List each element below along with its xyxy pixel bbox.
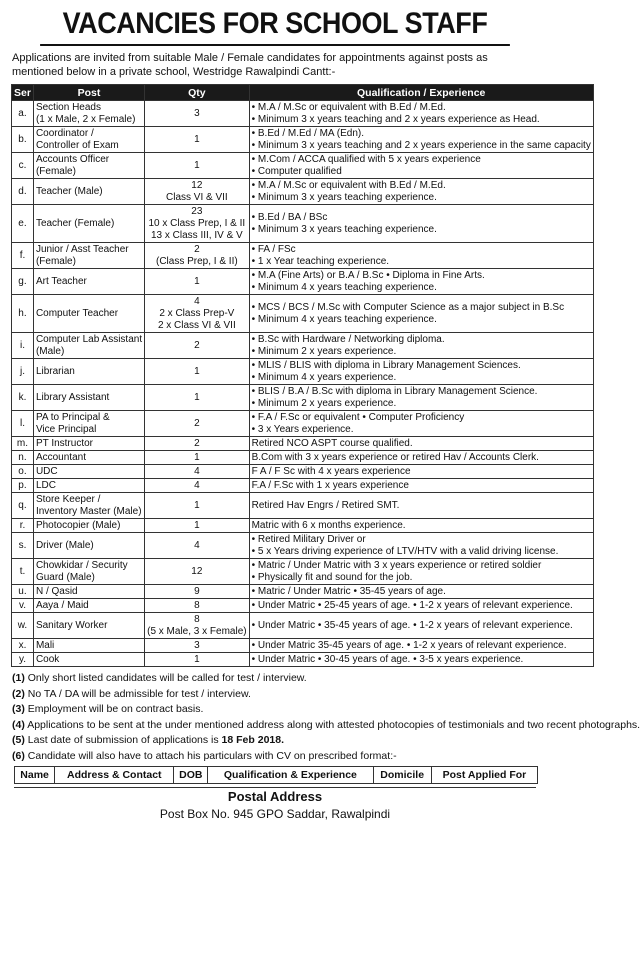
row-post	[33, 613, 144, 639]
table-row	[12, 613, 594, 639]
table-row	[12, 599, 594, 613]
qualification-line: F.A / F.Sc with 1 x years experience	[251, 479, 409, 491]
qty-line: 2	[194, 339, 200, 351]
intro-paragraph: Applications are invited from suitable Male / Female candidates for appointments against posts as mentioned below in a private school, Westridge Rawalpindi Cantt:-	[12, 52, 488, 78]
qualification-line: • Matric / Under Matric with 3 x years experience or retired soldier	[251, 559, 542, 571]
post-line: Art Teacher	[35, 275, 87, 287]
qualification-line: • MLIS / BLIS with diploma in Library Management Sciences.	[251, 359, 521, 371]
row-ser: s.	[12, 533, 34, 559]
row-post	[33, 465, 144, 479]
qty-line: 1	[194, 133, 200, 145]
row-qty	[145, 101, 249, 127]
row-qty	[145, 385, 249, 411]
cv-format-row	[15, 767, 538, 784]
qualification-line: • 1 x Year teaching experience.	[251, 255, 390, 267]
row-qty	[145, 153, 249, 179]
row-qualification	[249, 519, 593, 533]
row-qty	[145, 599, 249, 613]
qualification-line: • Computer qualified	[251, 165, 342, 177]
row-qty	[145, 653, 249, 667]
qty-line: 1	[194, 365, 200, 377]
note-item	[12, 718, 640, 734]
row-qty	[145, 205, 249, 243]
row-ser: d.	[12, 179, 34, 205]
row-post	[33, 243, 144, 269]
row-qualification	[249, 451, 593, 465]
row-qty	[145, 559, 249, 585]
row-post	[33, 519, 144, 533]
qty-line: 1	[194, 451, 200, 463]
vacancies-table-body	[12, 101, 594, 667]
table-row	[12, 437, 594, 451]
row-post	[33, 179, 144, 205]
qty-line: 4	[194, 295, 200, 307]
table-row	[12, 585, 594, 599]
header-post: Post	[33, 85, 144, 101]
postal-address: Post Box No. 945 GPO Saddar, Rawalpindi	[159, 807, 391, 821]
qty-line: 12	[191, 179, 203, 191]
note-number: (3)	[12, 703, 25, 715]
qualification-line: • MCS / BCS / M.Sc with Computer Science as a major subject in B.Sc	[251, 301, 565, 313]
table-row	[12, 179, 594, 205]
post-line: Aaya / Maid	[35, 599, 89, 611]
row-qty	[145, 639, 249, 653]
qualification-line: • Physically fit and sound for the job.	[251, 571, 413, 583]
qty-line: (5 x Male, 3 x Female)	[147, 625, 247, 637]
post-line: Driver (Male)	[35, 539, 94, 551]
post-line: Mali	[35, 639, 55, 651]
qualification-line: • Minimum 4 x years experience.	[251, 371, 397, 383]
table-row	[12, 465, 594, 479]
cv-col-name: Name	[15, 767, 55, 784]
row-post	[33, 451, 144, 465]
row-ser: y.	[12, 653, 34, 667]
row-post	[33, 153, 144, 179]
qualification-line: • Under Matric • 25-45 years of age. • 1-2 x years of relevant experience.	[251, 599, 573, 611]
row-qty	[145, 359, 249, 385]
row-qty	[145, 411, 249, 437]
post-line: PT Instructor	[35, 437, 93, 449]
row-post	[33, 437, 144, 451]
row-qty	[145, 127, 249, 153]
qty-line: 12	[191, 565, 203, 577]
table-row	[12, 243, 594, 269]
row-ser: h.	[12, 295, 34, 333]
table-row	[12, 269, 594, 295]
note-number: (1)	[12, 672, 25, 684]
row-qty	[145, 437, 249, 451]
table-row	[12, 519, 594, 533]
note-text: Employment will be on contract basis.	[27, 703, 204, 715]
qualification-line: • B.Sc with Hardware / Networking diploma.	[251, 333, 445, 345]
row-qualification	[249, 127, 593, 153]
row-qualification	[249, 493, 593, 519]
post-line: N / Qasid	[35, 585, 78, 597]
row-qty	[145, 451, 249, 465]
note-text: Candidate will also have to attach his particulars with CV on prescribed format:-	[27, 749, 397, 762]
post-line: (Female)	[35, 165, 76, 177]
row-ser: t.	[12, 559, 34, 585]
qualification-line: B.Com with 3 x years experience or retired Hav / Accounts Clerk.	[251, 451, 539, 463]
post-line: (Male)	[35, 345, 65, 357]
post-line: Computer Lab Assistant	[35, 333, 143, 345]
table-row	[12, 639, 594, 653]
post-line: Librarian	[35, 365, 75, 377]
row-qty	[145, 585, 249, 599]
qty-line: 4	[194, 479, 200, 491]
header-qualification: Qualification / Experience	[249, 85, 593, 101]
table-row	[12, 205, 594, 243]
qualification-line: • Matric / Under Matric • 35-45 years of age.	[251, 585, 446, 597]
note-number: (2)	[12, 687, 25, 700]
post-line: Inventory Master (Male)	[35, 505, 142, 517]
row-ser: p.	[12, 479, 34, 493]
qualification-line: • BLIS / B.A / B.Sc with diploma in Library Management Science.	[251, 385, 538, 397]
row-post	[33, 269, 144, 295]
row-qualification	[249, 639, 593, 653]
qualification-line: • Retired Military Driver or	[251, 533, 366, 545]
vacancies-table	[11, 84, 594, 667]
row-ser: n.	[12, 451, 34, 465]
qualification-line: • Under Matric • 30-45 years of age. • 3-5 x years experience.	[251, 653, 524, 665]
post-line: Teacher (Female)	[35, 217, 115, 229]
qty-line: 1	[194, 653, 200, 665]
row-ser: l.	[12, 411, 34, 437]
note-item	[12, 671, 550, 687]
row-qty	[145, 533, 249, 559]
cv-col-post: Post Applied For	[431, 767, 537, 784]
qty-line: 2	[194, 417, 200, 429]
post-line: Chowkidar / Security	[35, 559, 128, 571]
row-ser: x.	[12, 639, 34, 653]
row-ser: q.	[12, 493, 34, 519]
qualification-line: • Under Matric 35-45 years of age. • 1-2 x years of relevant experience.	[251, 639, 567, 651]
qty-line: 4	[194, 465, 200, 477]
qualification-line: • 5 x Years driving experience of LTV/HTV with a valid driving license.	[251, 545, 559, 557]
note-item	[12, 702, 550, 718]
post-line: Controller of Exam	[35, 139, 119, 151]
qualification-line: • 3 x Years experience.	[251, 423, 354, 435]
qualification-line: • Minimum 4 x years teaching experience.	[251, 313, 437, 325]
qualification-line: Matric with 6 x months experience.	[251, 519, 406, 531]
qty-line: 3	[194, 639, 200, 651]
qualification-line: • Minimum 2 x years experience.	[251, 345, 397, 357]
table-row	[12, 479, 594, 493]
cv-col-address: Address & Contact	[55, 767, 174, 784]
row-post	[33, 585, 144, 599]
cv-col-qualification: Qualification & Experience	[208, 767, 373, 784]
post-line: Teacher (Male)	[35, 185, 103, 197]
qty-line: 3	[194, 107, 200, 119]
row-qualification	[249, 613, 593, 639]
post-line: UDC	[35, 465, 58, 477]
table-row	[12, 493, 594, 519]
qualification-line: • B.Ed / BA / BSc	[251, 211, 328, 223]
post-line: Store Keeper /	[35, 493, 101, 505]
post-line: (Female)	[35, 255, 76, 267]
post-line: Vice Principal	[35, 423, 97, 435]
cv-col-domicile: Domicile	[373, 767, 431, 784]
qualification-line: • M.Com / ACCA qualified with 5 x years experience	[251, 153, 481, 165]
qty-line: 2	[194, 243, 200, 255]
qualification-line: Retired NCO ASPT course qualified.	[251, 437, 413, 449]
table-row	[12, 451, 594, 465]
row-qualification	[249, 179, 593, 205]
table-row	[12, 101, 594, 127]
row-qualification	[249, 269, 593, 295]
row-ser: u.	[12, 585, 34, 599]
qty-line: 13 x Class III, IV & V	[151, 229, 243, 241]
post-line: Computer Teacher	[35, 307, 119, 319]
qty-line: 9	[194, 585, 200, 597]
row-post	[33, 411, 144, 437]
row-ser: f.	[12, 243, 34, 269]
note-text: Applications to be sent at the under mentioned address along with attested photocopies of testimonials and two recent photographs.	[27, 718, 640, 731]
table-row	[12, 295, 594, 333]
row-qualification	[249, 559, 593, 585]
row-qty	[145, 269, 249, 295]
note-number: (5)	[12, 734, 25, 746]
qty-line: 8	[194, 613, 200, 625]
row-ser: g.	[12, 269, 34, 295]
qualification-line: F A / F Sc with 4 x years experience	[251, 465, 411, 477]
post-line: Guard (Male)	[35, 571, 95, 583]
row-qualification	[249, 585, 593, 599]
row-post	[33, 333, 144, 359]
note-deadline-date: 18 Feb 2018.	[221, 734, 285, 746]
row-ser: m.	[12, 437, 34, 451]
post-line: Junior / Asst Teacher	[35, 243, 129, 255]
row-qualification	[249, 295, 593, 333]
row-qty	[145, 333, 249, 359]
row-qualification	[249, 465, 593, 479]
qty-line: 1	[194, 519, 200, 531]
table-row	[12, 385, 594, 411]
row-post	[33, 205, 144, 243]
qualification-line: • M.A / M.Sc or equivalent with B.Ed / M.Ed.	[251, 101, 446, 113]
row-ser: b.	[12, 127, 34, 153]
note-number: (6)	[12, 749, 25, 762]
qualification-line: Retired Hav Engrs / Retired SMT.	[251, 499, 400, 511]
row-post	[33, 493, 144, 519]
row-ser: a.	[12, 101, 34, 127]
post-line: LDC	[35, 479, 56, 491]
row-post	[33, 385, 144, 411]
row-qualification	[249, 437, 593, 451]
note-text: Only short listed candidates will be called for test / interview.	[27, 672, 307, 684]
post-line: Photocopier (Male)	[35, 519, 121, 531]
row-qualification	[249, 205, 593, 243]
post-line: Section Heads	[35, 101, 101, 113]
post-line: PA to Principal &	[35, 411, 110, 423]
row-ser: w.	[12, 613, 34, 639]
post-line: Accounts Officer	[35, 153, 110, 165]
row-post	[33, 359, 144, 385]
post-line: Sanitary Worker	[35, 619, 108, 631]
qty-line: Class VI & VII	[166, 191, 228, 203]
row-qualification	[249, 411, 593, 437]
qty-line: 4	[194, 539, 200, 551]
row-post	[33, 479, 144, 493]
table-row	[12, 411, 594, 437]
qty-line: (Class Prep, I & II)	[156, 255, 238, 267]
table-row	[12, 653, 594, 667]
row-post	[33, 653, 144, 667]
qty-line: 2 x Class VI & VII	[157, 319, 236, 331]
note-item	[12, 687, 550, 703]
qualification-line: • Minimum 2 x years experience.	[251, 397, 397, 409]
note-number: (4)	[12, 718, 25, 731]
qty-line: 1	[194, 159, 200, 171]
note-text: Last date of submission of applications is	[27, 734, 222, 746]
qualification-line: • Minimum 3 x years teaching and 2 x years experience in the same capacity	[251, 139, 591, 151]
row-post	[33, 639, 144, 653]
row-post	[33, 101, 144, 127]
row-ser: o.	[12, 465, 34, 479]
qualification-line: • Minimum 3 x years teaching experience.	[251, 191, 437, 203]
post-line: Library Assistant	[35, 391, 110, 403]
row-ser: c.	[12, 153, 34, 179]
qualification-line: • Minimum 3 x years teaching and 2 x years experience as Head.	[251, 113, 540, 125]
row-qty	[145, 519, 249, 533]
row-qty	[145, 295, 249, 333]
row-qualification	[249, 101, 593, 127]
qualification-line: • Minimum 3 x years teaching experience.	[251, 223, 437, 235]
qualification-line: • Under Matric • 35-45 years of age. • 1-2 x years of relevant experience.	[251, 619, 573, 631]
cv-format-table	[14, 766, 538, 784]
row-post	[33, 559, 144, 585]
row-ser: r.	[12, 519, 34, 533]
note-text: No TA / DA will be admissible for test / interview.	[27, 687, 251, 700]
row-qualification	[249, 599, 593, 613]
qty-line: 1	[194, 499, 200, 511]
row-qualification	[249, 333, 593, 359]
row-ser: k.	[12, 385, 34, 411]
qty-line: 23	[191, 205, 203, 217]
row-post	[33, 295, 144, 333]
row-qualification	[249, 359, 593, 385]
row-qualification	[249, 153, 593, 179]
qualification-line: • M.A / M.Sc or equivalent with B.Ed / M.Ed.	[251, 179, 446, 191]
qualification-line: • B.Ed / M.Ed / MA (Edn).	[251, 127, 365, 139]
table-row	[12, 559, 594, 585]
table-row	[12, 333, 594, 359]
table-row	[12, 533, 594, 559]
row-qty	[145, 479, 249, 493]
qty-line: 1	[194, 275, 200, 287]
row-qty	[145, 613, 249, 639]
row-post	[33, 127, 144, 153]
qty-line: 1	[194, 391, 200, 403]
row-qty	[145, 465, 249, 479]
cv-col-dob: DOB	[174, 767, 208, 784]
post-line: Coordinator /	[35, 127, 94, 139]
qualification-line: • M.A (Fine Arts) or B.A / B.Sc • Diploma in Fine Arts.	[251, 269, 485, 281]
note-item	[12, 749, 550, 765]
row-qualification	[249, 479, 593, 493]
row-qualification	[249, 653, 593, 667]
row-ser: i.	[12, 333, 34, 359]
qty-line: 8	[194, 599, 200, 611]
qualification-line: • F.A / F.Sc or equivalent • Computer Proficiency	[251, 411, 465, 423]
table-row	[12, 153, 594, 179]
postal-address-block	[14, 787, 536, 822]
qualification-line: • Minimum 4 x years teaching experience.	[251, 281, 437, 293]
table-header-row	[12, 85, 594, 101]
row-post	[33, 599, 144, 613]
note-item	[12, 733, 550, 749]
header-qty: Qty	[145, 85, 249, 101]
notes-list	[12, 671, 640, 764]
table-row	[12, 127, 594, 153]
qty-line: 2 x Class Prep-V	[159, 307, 235, 319]
qty-line: 2	[194, 437, 200, 449]
table-row	[12, 359, 594, 385]
page-title: VACANCIES FOR SCHOOL STAFF	[40, 6, 510, 46]
row-qualification	[249, 385, 593, 411]
post-line: (1 x Male, 2 x Female)	[35, 113, 136, 125]
header-ser: Ser	[12, 85, 34, 101]
qualification-line: • FA / FSc	[251, 243, 296, 255]
post-line: Cook	[35, 653, 60, 665]
row-qualification	[249, 243, 593, 269]
row-qualification	[249, 533, 593, 559]
row-ser: e.	[12, 205, 34, 243]
row-qty	[145, 243, 249, 269]
qty-line: 10 x Class Prep, I & II	[148, 217, 246, 229]
postal-heading: Postal Address	[227, 789, 323, 804]
row-qty	[145, 179, 249, 205]
row-qty	[145, 493, 249, 519]
row-ser: v.	[12, 599, 34, 613]
row-ser: j.	[12, 359, 34, 385]
post-line: Accountant	[35, 451, 86, 463]
row-post	[33, 533, 144, 559]
